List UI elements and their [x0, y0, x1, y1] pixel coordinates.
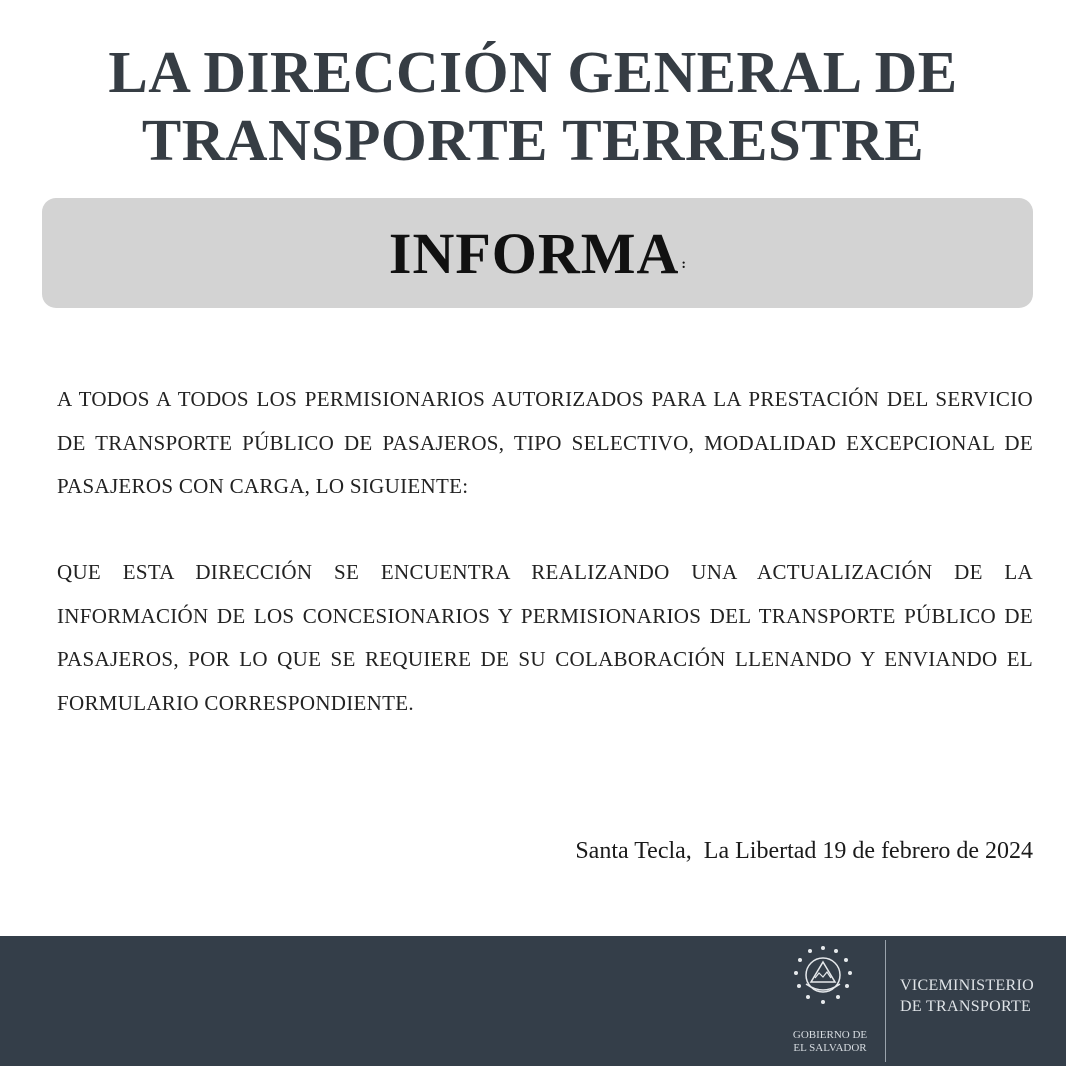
notice-paragraph-2: QUE ESTA DIRECCIÓN SE ENCUENTRA REALIZANDO UNA ACTUALIZACIÓN DE LA INFORMACIÓN DE LOS CONCESIONARIOS Y PERMISIONARIOS DEL TRANSPORTE PÚBLICO DE PASAJEROS, POR LO QUE SE REQUIERE DE SU COLABORACIÓN LLENANDO Y ENVIANDO EL FORMULARIO CORRESPONDIENTE.: [57, 560, 1033, 715]
vmt-line-1: VICEMINISTERIO: [900, 977, 1034, 994]
informa-banner: [42, 198, 1033, 308]
date-location: Santa Tecla, La Libertad 19 de febrero de 2024: [575, 838, 1033, 864]
el-salvador-seal-icon: [788, 942, 858, 1012]
page-title: [0, 38, 1066, 174]
title-line-2: TRANSPORTE TERRESTRE: [141, 107, 925, 173]
government-label: [783, 1029, 877, 1055]
gov-line-2: EL SALVADOR: [793, 1042, 867, 1054]
vmt-line-2: DE TRANSPORTE: [900, 998, 1032, 1015]
gov-line-1: GOBIERNO DE: [792, 1029, 868, 1041]
informa-colon: :: [681, 257, 687, 272]
title-line-1: LA DIRECCIÓN GENERAL DE: [108, 39, 958, 105]
notice-paragraph-1: A TODOS A TODOS LOS PERMISIONARIOS AUTORIZADOS PARA LA PRESTACIÓN DEL SERVICIO DE TRANSPORTE PÚBLICO DE PASAJEROS, TIPO SELECTIVO, MODALIDAD EXCEPCIONAL DE PASAJEROS CON CARGA, LO SIGUIENTE:: [57, 387, 1033, 498]
footer-divider: [885, 940, 886, 1062]
informa-label: INFORMA: [388, 220, 680, 286]
viceministry-label: [900, 975, 1060, 1017]
